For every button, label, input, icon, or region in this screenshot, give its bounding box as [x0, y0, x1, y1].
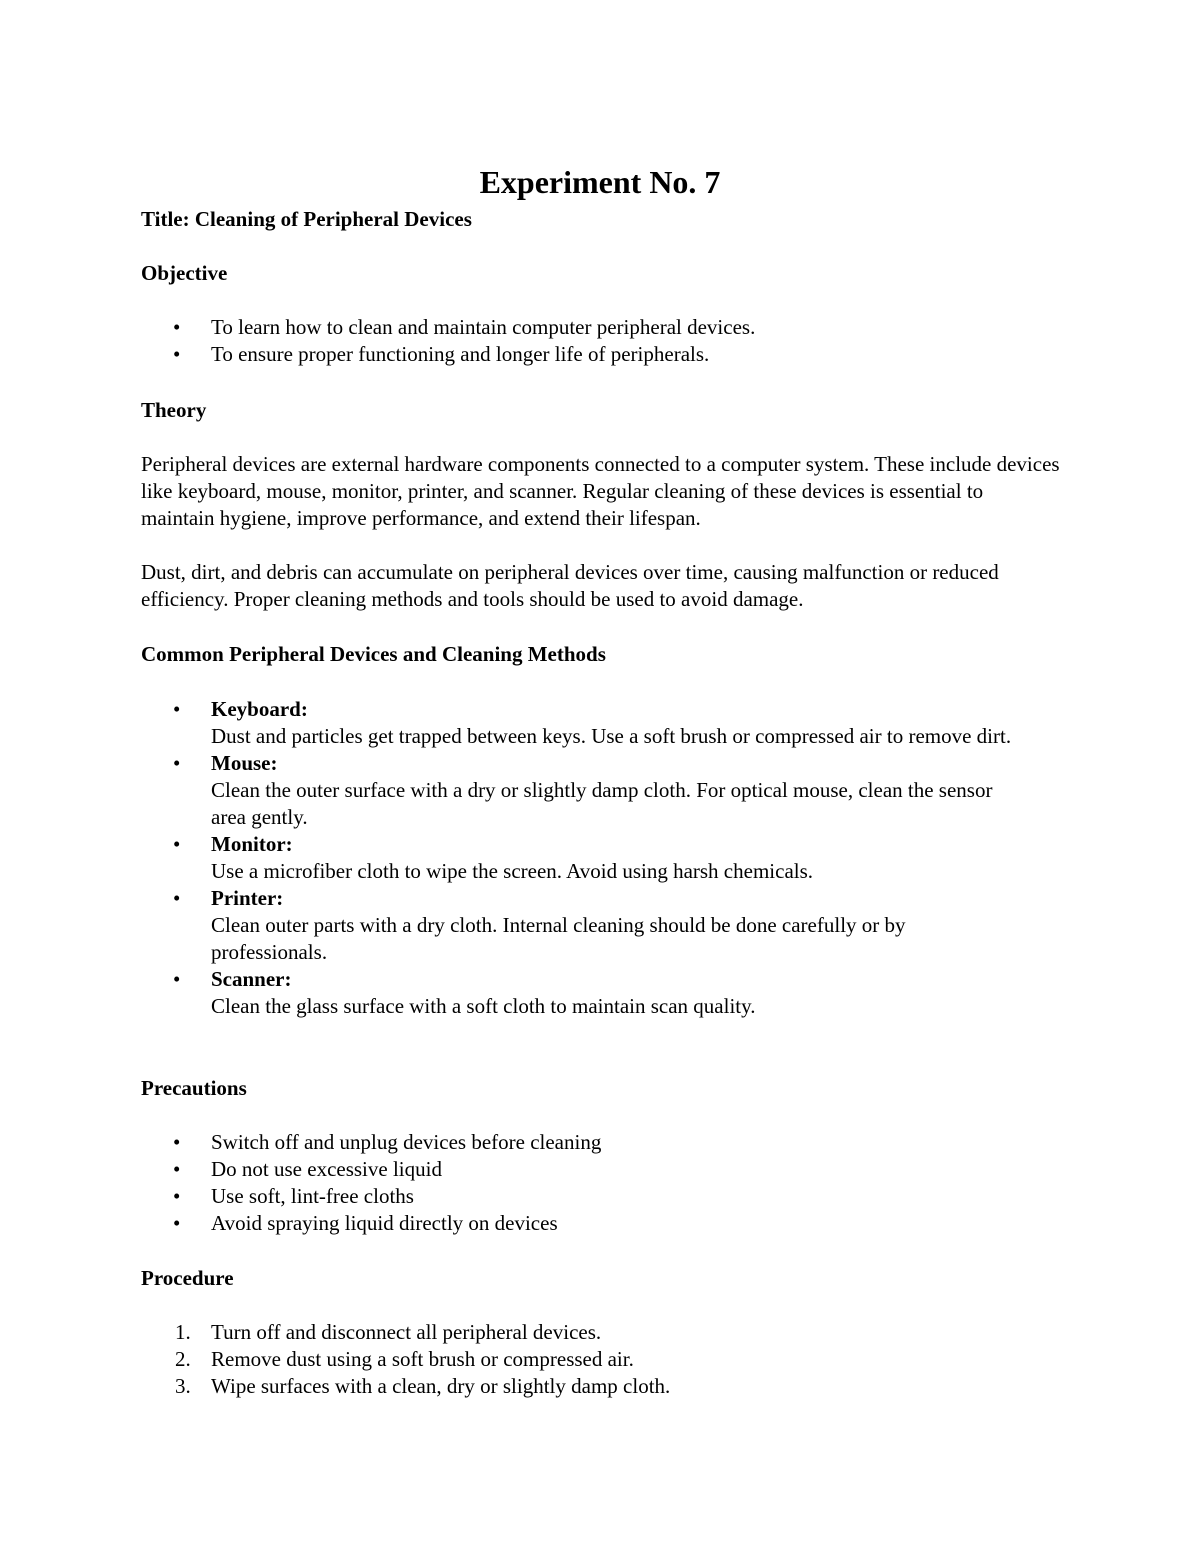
device-name: Monitor: [211, 832, 293, 856]
list-item [141, 314, 1041, 341]
list-item-text: Avoid spraying liquid directly on devices [211, 1211, 558, 1235]
list-item-text: To ensure proper functioning and longer life of peripherals. [211, 342, 710, 366]
device-description: Clean the glass surface with a soft cloth to maintain scan quality. [211, 994, 756, 1018]
device-description: Dust and particles get trapped between keys. Use a soft brush or compressed air to remove dirt. [211, 724, 1012, 748]
list-item [141, 1129, 1041, 1156]
bullet-icon: • [173, 886, 181, 910]
list-item-text: Switch off and unplug devices before cleaning [211, 1130, 602, 1154]
theory-paragraph: Dust, dirt, and debris can accumulate on peripheral devices over time, causing malfunction or reduced efficiency. Proper cleaning methods and tools should be used to avoid damage. [141, 560, 999, 611]
procedure-heading: Procedure [141, 1266, 234, 1290]
list-item [141, 1156, 1041, 1183]
devices-heading: Common Peripheral Devices and Cleaning Methods [141, 642, 606, 666]
bullet-icon: • [173, 832, 181, 856]
list-item [141, 831, 1021, 885]
bullet-icon: • [173, 697, 181, 721]
device-name: Keyboard: [211, 697, 308, 721]
list-item [141, 1373, 1041, 1400]
device-description: Use a microfiber cloth to wipe the screen. Avoid using harsh chemicals. [211, 859, 814, 883]
list-item [141, 696, 1021, 750]
step-number: 2. [175, 1347, 191, 1371]
list-item [141, 1183, 1041, 1210]
objective-heading: Objective [141, 261, 228, 285]
bullet-icon: • [173, 1211, 181, 1235]
device-name: Printer: [211, 886, 284, 910]
bullet-icon: • [173, 315, 181, 339]
procedure-list [141, 1319, 1041, 1400]
list-item [141, 1319, 1041, 1346]
list-item [141, 885, 1021, 966]
bullet-icon: • [173, 1130, 181, 1154]
device-name: Mouse: [211, 751, 278, 775]
device-description: Clean the outer surface with a dry or slightly damp cloth. For optical mouse, clean the sensor area gently. [211, 778, 993, 829]
list-item-text: Turn off and disconnect all peripheral devices. [211, 1320, 602, 1344]
bullet-icon: • [173, 1184, 181, 1208]
device-description: Clean outer parts with a dry cloth. Internal cleaning should be done carefully or by professionals. [211, 913, 906, 964]
devices-list [141, 696, 1021, 1020]
list-item [141, 1346, 1041, 1373]
list-item-text: To learn how to clean and maintain computer peripheral devices. [211, 315, 756, 339]
step-number: 3. [175, 1374, 191, 1398]
bullet-icon: • [173, 967, 181, 991]
bullet-icon: • [173, 1157, 181, 1181]
precautions-heading: Precautions [141, 1076, 247, 1100]
list-item-text: Remove dust using a soft brush or compressed air. [211, 1347, 634, 1371]
step-number: 1. [175, 1320, 191, 1344]
list-item-text: Wipe surfaces with a clean, dry or slightly damp cloth. [211, 1374, 671, 1398]
theory-heading: Theory [141, 398, 207, 422]
list-item [141, 1210, 1041, 1237]
device-name: Scanner: [211, 967, 292, 991]
list-item-text: Use soft, lint-free cloths [211, 1184, 414, 1208]
list-item [141, 750, 1021, 831]
page-title: Experiment No. 7 [479, 164, 721, 201]
title-line: Title: Cleaning of Peripheral Devices [141, 207, 472, 231]
list-item [141, 966, 1021, 1020]
theory-paragraph: Peripheral devices are external hardware components connected to a computer system. These include devices like keyboard, mouse, monitor, printer, and scanner. Regular cleaning of these devices is essential to maintain hygiene, improve performance, and extend their lifespan. [141, 452, 1060, 530]
list-item-text: Do not use excessive liquid [211, 1157, 442, 1181]
precautions-list [141, 1129, 1041, 1237]
list-item [141, 341, 1041, 368]
bullet-icon: • [173, 342, 181, 366]
objective-list [141, 314, 1041, 368]
bullet-icon: • [173, 751, 181, 775]
